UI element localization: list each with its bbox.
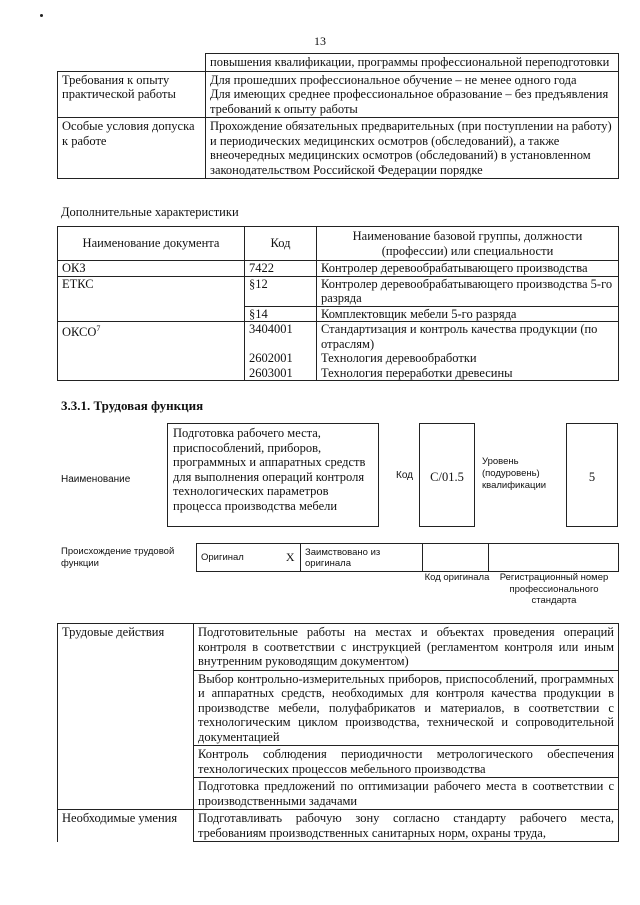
experience-line-2: Для имеющих среднее профессиональное образование – без предъявления требований к опыту работы: [210, 87, 609, 116]
page-number: 13: [314, 34, 326, 48]
extra-characteristics-table: [57, 226, 619, 381]
admission-label: Особые условия допуска к работе: [58, 118, 206, 179]
extra-characteristics-title: Дополнительные характеристики: [61, 205, 239, 219]
origin-code-cell: [423, 544, 489, 572]
continuation-label-cell: [58, 54, 206, 72]
code-okso-3: 2603001: [245, 366, 317, 381]
okso-text: ОКСО: [62, 325, 97, 340]
experience-label: Требования к опыту практической работы: [58, 71, 206, 118]
code-etks-2: §14: [245, 306, 317, 322]
labor-action-2: Выбор контрольно-измерительных приборов, приспособлений, программных и аппаратных средств, необходимых для контроля качества продукции в производстве мебели, полуфабрикатов и материалов, в соответствии с технологическим циклом производства, технической и сопроводительной документацией: [194, 670, 619, 746]
name-okso-2: Технология деревообработки: [317, 351, 619, 366]
labor-action-4: Подготовка предложений по оптимизации рабочего места в соответствии с производственными задачами: [194, 778, 619, 810]
qualification-level-value: 5: [566, 423, 618, 527]
function-code-value: С/01.5: [419, 423, 475, 527]
origin-label: Происхождение трудовой функции: [61, 546, 175, 569]
name-okso-1: Стандартизация и контроль качества продукции (по отраслям): [317, 322, 619, 352]
table-row: [58, 261, 619, 277]
scan-dot: [40, 14, 43, 17]
function-name-value: Подготовка рабочего места, приспособлений, приборов, программных и аппаратных средств для выполнения операций контроля технологических параметров процесса производства мебели: [167, 423, 379, 527]
labor-actions-label-cont: [58, 746, 194, 778]
code-etks-1: §12: [245, 276, 317, 306]
labor-action-3: Контроль соблюдения периодичности метрологического обеспечения технологических процессов мебельного производства: [194, 746, 619, 778]
header-name: Наименование базовой группы, должности (профессии) или специальности: [317, 227, 619, 261]
okso-footnote: 7: [96, 324, 101, 333]
skill-1: Подготавливать рабочую зону согласно стандарту рабочего места, требованиям производственных санитарных норм, охраны труда,: [194, 810, 619, 842]
origin-reg-caption: Регистрационный номер профессионального стандарта: [499, 572, 609, 606]
labor-actions-label-cont: [58, 670, 194, 746]
name-okso-3: Технология переработки древесины: [317, 366, 619, 381]
origin-table: [196, 543, 619, 572]
code-okso-2: 2602001: [245, 351, 317, 366]
function-name-label: Наименование: [61, 474, 131, 485]
header-code: Код: [245, 227, 317, 261]
origin-original-label: Оригинал: [197, 544, 281, 572]
skills-label: Необходимые умения: [58, 810, 194, 842]
labor-actions-label-cont: [58, 778, 194, 810]
function-code-label: Код: [396, 470, 414, 481]
doc-etks: ЕТКС: [58, 276, 245, 322]
qualification-level-label: Уровень (подуровень) квалификации: [482, 456, 547, 491]
header-document: Наименование документа: [58, 227, 245, 261]
labor-actions-label: Трудовые действия: [58, 624, 194, 671]
doc-okso: [58, 322, 245, 381]
section-title: 3.3.1. Трудовая функция: [61, 398, 204, 413]
labor-actions-table: [57, 623, 619, 842]
table-row: [58, 322, 619, 352]
admission-value: Прохождение обязательных предварительных (при поступлении на работу) и периодических медицинских осмотров (обследований), а также внеочередных медицинских осмотров (обследований) в установленном законодательством Российской Федерации порядке: [206, 118, 619, 179]
origin-code-caption: Код оригинала: [424, 572, 490, 583]
table-row: [58, 276, 619, 306]
code-okz: 7422: [245, 261, 317, 277]
origin-original-mark: X: [281, 544, 301, 572]
origin-reg-cell: [489, 544, 619, 572]
code-okso-1: 3404001: [245, 322, 317, 352]
experience-line-1: Для прошедших профессиональное обучение – не менее одного года: [210, 72, 577, 87]
doc-okz: ОКЗ: [58, 261, 245, 277]
name-okz: Контролер деревообрабатывающего производства: [317, 261, 619, 277]
labor-action-1: Подготовительные работы на местах и объектах проведения операций контроля в соответствии с инструкцией (регламентом контроля или иным внутренним руководящим документом): [194, 624, 619, 671]
qualification-table: [57, 53, 619, 179]
name-etks-1: Контролер деревообрабатывающего производства 5-го разряда: [317, 276, 619, 306]
experience-value: [206, 71, 619, 118]
continuation-text: повышения квалификации, программы профессиональной переподготовки: [206, 54, 619, 72]
name-etks-2: Комплектовщик мебели 5-го разряда: [317, 306, 619, 322]
origin-borrowed-label: Заимствовано из оригинала: [301, 544, 423, 572]
